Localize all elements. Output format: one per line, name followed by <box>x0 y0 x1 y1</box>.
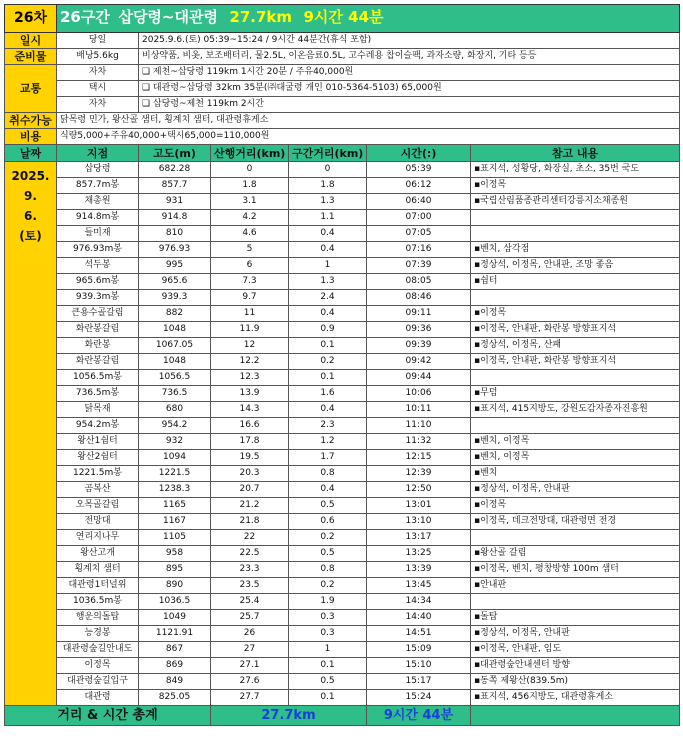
point-cell: 화란봉 <box>57 338 139 354</box>
segment-cell: 1.3 <box>289 274 367 290</box>
col-header-time: 시간(:) <box>367 145 471 162</box>
cumulative-cell: 3.1 <box>211 194 289 210</box>
point-cell: 석두봉 <box>57 258 139 274</box>
cumulative-cell: 12.3 <box>211 370 289 386</box>
cumulative-cell: 7.3 <box>211 274 289 290</box>
notes-cell <box>471 418 680 434</box>
altitude-cell: 995 <box>139 258 211 274</box>
notes-cell: ▪이정목, 데크전망대, 대관령면 전경 <box>471 514 680 530</box>
segment-cell: 0.2 <box>289 530 367 546</box>
altitude-cell: 682.28 <box>139 162 211 178</box>
segment-cell: 0.2 <box>289 354 367 370</box>
segment-cell: 2.3 <box>289 418 367 434</box>
water-label: 취수가능 <box>5 113 57 129</box>
notes-cell <box>471 594 680 610</box>
time-cell: 10:06 <box>367 386 471 402</box>
time-cell: 07:00 <box>367 210 471 226</box>
point-cell: 1036.5m봉 <box>57 594 139 610</box>
transport-row-3 <box>5 97 680 113</box>
point-cell: 곰복산 <box>57 482 139 498</box>
cumulative-cell: 0 <box>211 162 289 178</box>
cumulative-cell: 5 <box>211 242 289 258</box>
segment-cell: 1.1 <box>289 210 367 226</box>
time-cell: 13:01 <box>367 498 471 514</box>
col-header-date: 날짜 <box>5 145 57 162</box>
notes-cell: ▪정상석, 이정목, 산패 <box>471 338 680 354</box>
segment-cell: 0.1 <box>289 658 367 674</box>
segment-cell: 0.2 <box>289 578 367 594</box>
table-row <box>5 178 680 194</box>
notes-cell <box>471 370 680 386</box>
title-distance: 27.7km <box>229 7 293 26</box>
cumulative-cell: 12 <box>211 338 289 354</box>
cumulative-cell: 16.6 <box>211 418 289 434</box>
cost-value: 식량5,000+주유40,000+택시65,000=110,000원 <box>57 129 680 145</box>
time-cell: 14:34 <box>367 594 471 610</box>
table-row <box>5 530 680 546</box>
notes-cell: ▪정상석, 이정목, 안내판 <box>471 482 680 498</box>
notes-cell: ▪이정목, 안내판, 화란봉 방향표지석 <box>471 322 680 338</box>
point-cell: 왕산1쉼터 <box>57 434 139 450</box>
point-cell: 857.7m봉 <box>57 178 139 194</box>
cumulative-cell: 11 <box>211 306 289 322</box>
altitude-cell: 895 <box>139 562 211 578</box>
time-cell: 11:32 <box>367 434 471 450</box>
transport-mode: 택시 <box>57 81 139 97</box>
segment-cell: 1.8 <box>289 178 367 194</box>
table-row <box>5 498 680 514</box>
time-cell: 09:39 <box>367 338 471 354</box>
table-row <box>5 658 680 674</box>
notes-cell: ▪표지석, 415지방도, 강원도감자종자진흥원 <box>471 402 680 418</box>
time-cell: 12:15 <box>367 450 471 466</box>
point-cell: 들미재 <box>57 226 139 242</box>
date-sub: 당일 <box>57 33 139 49</box>
notes-cell: ▪이정목 <box>471 178 680 194</box>
notes-cell <box>471 290 680 306</box>
table-row <box>5 434 680 450</box>
segment-cell: 0.1 <box>289 338 367 354</box>
altitude-cell: 849 <box>139 674 211 690</box>
altitude-cell: 1056.5 <box>139 370 211 386</box>
title-time: 9시간 44분 <box>303 7 384 26</box>
date-label: 일시 <box>5 33 57 49</box>
notes-cell: ▪이정목 <box>471 498 680 514</box>
notes-cell <box>471 530 680 546</box>
time-cell: 15:09 <box>367 642 471 658</box>
date-weekday: (토) <box>19 229 42 243</box>
altitude-cell: 867 <box>139 642 211 658</box>
cumulative-cell: 22 <box>211 530 289 546</box>
table-row <box>5 274 680 290</box>
transport-detail: ❏ 제천~삽당령 119km 1시간 20분 / 주유40,000원 <box>139 65 680 81</box>
table-row <box>5 210 680 226</box>
cumulative-cell: 26 <box>211 626 289 642</box>
column-header-row <box>5 145 680 162</box>
notes-cell: ▪벤치 <box>471 466 680 482</box>
point-cell: 능경봉 <box>57 626 139 642</box>
time-cell: 13:10 <box>367 514 471 530</box>
segment-cell: 1.2 <box>289 434 367 450</box>
point-cell: 화란봉갈림 <box>57 354 139 370</box>
totals-row <box>5 706 680 726</box>
date-year: 2025. <box>11 169 50 183</box>
point-cell: 횡계치 샘터 <box>57 562 139 578</box>
transport-detail: ❏ 대관령~삽당령 32km 35분(㈜대굴령 개인 010-5364-5103) 65,000원 <box>139 81 680 97</box>
notes-cell: ▪무덤 <box>471 386 680 402</box>
point-cell: 대관령 <box>57 690 139 706</box>
time-cell: 11:10 <box>367 418 471 434</box>
notes-cell <box>471 226 680 242</box>
prep-label: 준비물 <box>5 49 57 65</box>
notes-cell: ▪벤치, 이정목 <box>471 434 680 450</box>
cumulative-cell: 13.9 <box>211 386 289 402</box>
time-cell: 12:39 <box>367 466 471 482</box>
point-cell: 채총원 <box>57 194 139 210</box>
transport-label: 교통 <box>5 65 57 113</box>
table-row <box>5 226 680 242</box>
cumulative-cell: 19.5 <box>211 450 289 466</box>
segment-cell: 0.1 <box>289 690 367 706</box>
segment-cell: 0.5 <box>289 498 367 514</box>
point-cell: 행운의돌탑 <box>57 610 139 626</box>
table-row <box>5 674 680 690</box>
table-row <box>5 338 680 354</box>
table-row <box>5 354 680 370</box>
col-header-altitude: 고도(m) <box>139 145 211 162</box>
segment-cell: 1.7 <box>289 450 367 466</box>
segment-cell: 0.6 <box>289 514 367 530</box>
altitude-cell: 1048 <box>139 354 211 370</box>
point-cell: 대관령숲길입구 <box>57 674 139 690</box>
altitude-cell: 1105 <box>139 530 211 546</box>
cost-info-row <box>5 129 680 145</box>
segment-cell: 0.4 <box>289 306 367 322</box>
notes-cell: ▪정상석, 이정목, 안내판 <box>471 626 680 642</box>
segment-cell: 2.4 <box>289 290 367 306</box>
cumulative-cell: 21.2 <box>211 498 289 514</box>
notes-cell: ▪표지석, 성황당, 화장실, 초소, 35번 국도 <box>471 162 680 178</box>
table-row <box>5 242 680 258</box>
time-cell: 13:45 <box>367 578 471 594</box>
cumulative-cell: 25.4 <box>211 594 289 610</box>
page-title <box>57 5 680 33</box>
table-row <box>5 194 680 210</box>
col-header-notes: 참고 내용 <box>471 145 680 162</box>
point-cell: 914.8m봉 <box>57 210 139 226</box>
notes-cell: ▪대관령숲안내센터 방향 <box>471 658 680 674</box>
trail-log-table <box>4 4 680 726</box>
notes-cell: ▪벤치, 이정목 <box>471 450 680 466</box>
table-row <box>5 482 680 498</box>
notes-cell: ▪안내판 <box>471 578 680 594</box>
prep-sub: 배낭5.6kg <box>57 49 139 65</box>
table-row <box>5 610 680 626</box>
time-cell: 06:12 <box>367 178 471 194</box>
notes-cell: ▪이정목, 안내판, 화란봉 방향표지석 <box>471 354 680 370</box>
totals-empty <box>471 706 680 726</box>
table-row <box>5 322 680 338</box>
segment-cell: 0.4 <box>289 242 367 258</box>
time-cell: 12:50 <box>367 482 471 498</box>
cumulative-cell: 27 <box>211 642 289 658</box>
segment-cell: 0.8 <box>289 466 367 482</box>
cumulative-cell: 20.3 <box>211 466 289 482</box>
transport-row-2 <box>5 81 680 97</box>
transport-row-1 <box>5 65 680 81</box>
altitude-cell: 1049 <box>139 610 211 626</box>
cumulative-cell: 27.1 <box>211 658 289 674</box>
time-cell: 09:42 <box>367 354 471 370</box>
stage-badge: 26차 <box>5 5 57 33</box>
time-cell: 08:46 <box>367 290 471 306</box>
altitude-cell: 965.6 <box>139 274 211 290</box>
col-header-point: 지점 <box>57 145 139 162</box>
prep-info-row <box>5 49 680 65</box>
col-header-cumulative: 산행거리(km) <box>211 145 289 162</box>
table-row <box>5 258 680 274</box>
time-cell: 08:05 <box>367 274 471 290</box>
prep-value: 비상약품, 비옷, 보조배터리, 물2.5L, 이온음료0.5L, 고수레용 찹이슬팩, 과자소량, 화장지, 기타 등등 <box>139 49 680 65</box>
segment-cell: 1.6 <box>289 386 367 402</box>
point-cell: 연리지나무 <box>57 530 139 546</box>
cumulative-cell: 22.5 <box>211 546 289 562</box>
notes-cell: ▪쉼터 <box>471 274 680 290</box>
segment-cell: 0 <box>289 162 367 178</box>
cumulative-cell: 1.8 <box>211 178 289 194</box>
table-row <box>5 546 680 562</box>
cumulative-cell: 17.8 <box>211 434 289 450</box>
point-cell: 큰용수골갈림 <box>57 306 139 322</box>
altitude-cell: 976.93 <box>139 242 211 258</box>
segment-cell: 1 <box>289 642 367 658</box>
cumulative-cell: 14.3 <box>211 402 289 418</box>
time-cell: 07:39 <box>367 258 471 274</box>
notes-cell: ▪동쪽 제왕산(839.5m) <box>471 674 680 690</box>
point-cell: 939.3m봉 <box>57 290 139 306</box>
segment-cell: 0.3 <box>289 610 367 626</box>
section-label: 26구간 <box>60 7 110 26</box>
segment-cell: 0.3 <box>289 626 367 642</box>
point-cell: 전망대 <box>57 514 139 530</box>
col-header-segment: 구간거리(km) <box>289 145 367 162</box>
point-cell: 대관령1터널위 <box>57 578 139 594</box>
date-month: 9. <box>24 189 37 203</box>
altitude-cell: 1048 <box>139 322 211 338</box>
altitude-cell: 914.8 <box>139 210 211 226</box>
cumulative-cell: 12.2 <box>211 354 289 370</box>
table-row <box>5 418 680 434</box>
totals-distance: 27.7km <box>211 706 367 726</box>
date-value: 2025.9.6.(토) 05:39~15:24 / 9시간 44분간(휴식 포함) <box>139 33 680 49</box>
altitude-cell: 1167 <box>139 514 211 530</box>
cost-label: 비용 <box>5 129 57 145</box>
cumulative-cell: 9.7 <box>211 290 289 306</box>
table-row <box>5 690 680 706</box>
table-row <box>5 562 680 578</box>
time-cell: 09:36 <box>367 322 471 338</box>
point-cell: 왕산고개 <box>57 546 139 562</box>
cumulative-cell: 27.7 <box>211 690 289 706</box>
transport-mode: 자차 <box>57 65 139 81</box>
altitude-cell: 882 <box>139 306 211 322</box>
table-row <box>5 386 680 402</box>
time-cell: 07:05 <box>367 226 471 242</box>
altitude-cell: 1067.05 <box>139 338 211 354</box>
notes-cell: ▪이정목, 벤치, 평창방향 100m 샘터 <box>471 562 680 578</box>
altitude-cell: 825.05 <box>139 690 211 706</box>
point-cell: 왕산2쉼터 <box>57 450 139 466</box>
cumulative-cell: 23.3 <box>211 562 289 578</box>
date-day: 6. <box>24 209 37 223</box>
cumulative-cell: 11.9 <box>211 322 289 338</box>
segment-cell: 1 <box>289 258 367 274</box>
water-value: 닭목령 민가, 왕산골 샘터, 횡계치 샘터, 대관령휴게소 <box>57 113 680 129</box>
segment-cell: 0.5 <box>289 546 367 562</box>
table-row <box>5 578 680 594</box>
time-cell: 15:10 <box>367 658 471 674</box>
notes-cell: ▪왕산골 갈림 <box>471 546 680 562</box>
point-cell: 954.2m봉 <box>57 418 139 434</box>
table-row <box>5 450 680 466</box>
table-row <box>5 514 680 530</box>
cumulative-cell: 23.5 <box>211 578 289 594</box>
segment-cell: 0.9 <box>289 322 367 338</box>
table-row <box>5 370 680 386</box>
notes-cell: ▪돌탑 <box>471 610 680 626</box>
altitude-cell: 736.5 <box>139 386 211 402</box>
time-cell: 09:11 <box>367 306 471 322</box>
point-cell: 오목골갈림 <box>57 498 139 514</box>
altitude-cell: 680 <box>139 402 211 418</box>
totals-label: 거리 & 시간 총계 <box>5 706 211 726</box>
altitude-cell: 1121.91 <box>139 626 211 642</box>
table-row <box>5 626 680 642</box>
altitude-cell: 869 <box>139 658 211 674</box>
table-row <box>5 290 680 306</box>
table-row <box>5 466 680 482</box>
point-cell: 1221.5m봉 <box>57 466 139 482</box>
point-cell: 닭목재 <box>57 402 139 418</box>
segment-cell: 1.9 <box>289 594 367 610</box>
segment-cell: 0.5 <box>289 674 367 690</box>
altitude-cell: 857.7 <box>139 178 211 194</box>
altitude-cell: 958 <box>139 546 211 562</box>
cumulative-cell: 4.6 <box>211 226 289 242</box>
point-cell: 736.5m봉 <box>57 386 139 402</box>
segment-cell: 0.1 <box>289 370 367 386</box>
notes-cell: ▪이정목 <box>471 306 680 322</box>
time-cell: 15:17 <box>367 674 471 690</box>
point-cell: 965.6m봉 <box>57 274 139 290</box>
altitude-cell: 1165 <box>139 498 211 514</box>
altitude-cell: 810 <box>139 226 211 242</box>
cumulative-cell: 27.6 <box>211 674 289 690</box>
segment-cell: 0.4 <box>289 482 367 498</box>
notes-cell: ▪벤치, 삼각점 <box>471 242 680 258</box>
cumulative-cell: 20.7 <box>211 482 289 498</box>
notes-cell <box>471 210 680 226</box>
title-row <box>5 5 680 33</box>
altitude-cell: 1036.5 <box>139 594 211 610</box>
table-row <box>5 306 680 322</box>
time-cell: 07:16 <box>367 242 471 258</box>
table-row <box>5 642 680 658</box>
table-row <box>5 594 680 610</box>
time-cell: 13:39 <box>367 562 471 578</box>
altitude-cell: 932 <box>139 434 211 450</box>
time-cell: 13:25 <box>367 546 471 562</box>
time-cell: 15:24 <box>367 690 471 706</box>
cumulative-cell: 25.7 <box>211 610 289 626</box>
time-cell: 14:40 <box>367 610 471 626</box>
point-cell: 대관령숲길안내도 <box>57 642 139 658</box>
altitude-cell: 890 <box>139 578 211 594</box>
time-cell: 13:17 <box>367 530 471 546</box>
notes-cell: ▪정상석, 이정목, 안내판, 조망 좋음 <box>471 258 680 274</box>
altitude-cell: 1221.5 <box>139 466 211 482</box>
notes-cell: ▪표지석, 456지방도, 대관령휴게소 <box>471 690 680 706</box>
segment-cell: 0.8 <box>289 562 367 578</box>
cumulative-cell: 21.8 <box>211 514 289 530</box>
point-cell: 이정목 <box>57 658 139 674</box>
cumulative-cell: 6 <box>211 258 289 274</box>
time-cell: 14:51 <box>367 626 471 642</box>
time-cell: 10:11 <box>367 402 471 418</box>
transport-detail: ❏ 삽당령~제천 119km 2시간 <box>139 97 680 113</box>
time-cell: 09:44 <box>367 370 471 386</box>
altitude-cell: 1094 <box>139 450 211 466</box>
segment-cell: 1.3 <box>289 194 367 210</box>
totals-time: 9시간 44분 <box>367 706 471 726</box>
time-cell: 05:39 <box>367 162 471 178</box>
point-cell: 화란봉갈림 <box>57 322 139 338</box>
table-row <box>5 162 680 178</box>
route-label: 삽당령~대관령 <box>118 7 218 26</box>
date-info-row <box>5 33 680 49</box>
point-cell: 삽당령 <box>57 162 139 178</box>
date-column <box>5 162 57 706</box>
segment-cell: 0.4 <box>289 226 367 242</box>
altitude-cell: 939.3 <box>139 290 211 306</box>
altitude-cell: 931 <box>139 194 211 210</box>
notes-cell: ▪이정목, 안내판, 임도 <box>471 642 680 658</box>
altitude-cell: 954.2 <box>139 418 211 434</box>
point-cell: 976.93m봉 <box>57 242 139 258</box>
time-cell: 06:40 <box>367 194 471 210</box>
segment-cell: 0.4 <box>289 402 367 418</box>
notes-cell: ▪국립산림품종관리센터강릉지소채종원 <box>471 194 680 210</box>
cumulative-cell: 4.2 <box>211 210 289 226</box>
table-row <box>5 402 680 418</box>
transport-mode: 자차 <box>57 97 139 113</box>
altitude-cell: 1238.3 <box>139 482 211 498</box>
water-info-row <box>5 113 680 129</box>
point-cell: 1056.5m봉 <box>57 370 139 386</box>
